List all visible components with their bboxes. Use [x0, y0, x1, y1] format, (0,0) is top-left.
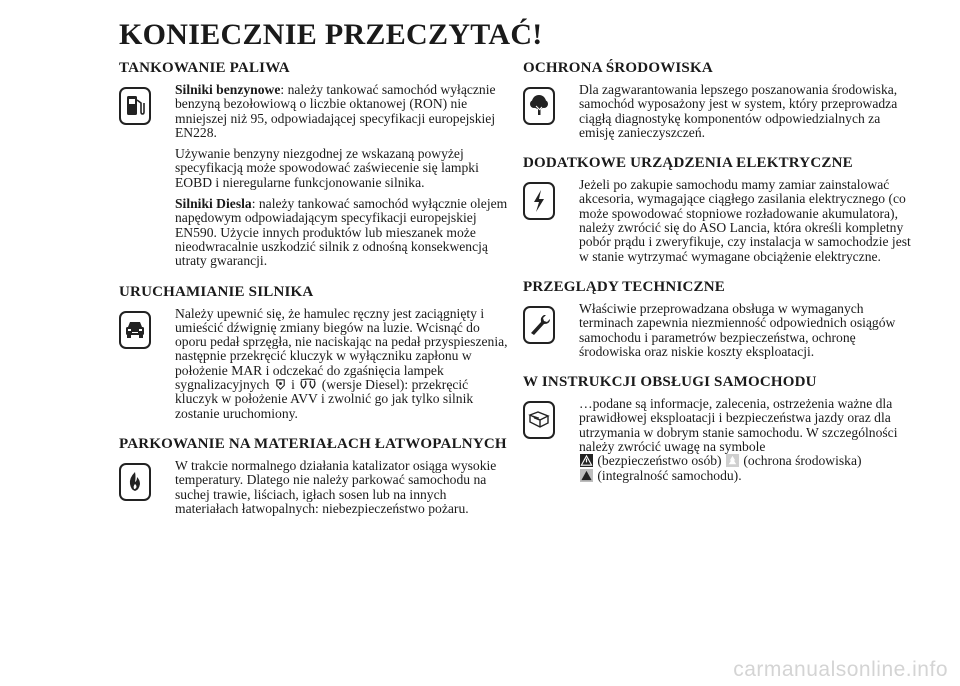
car-icon	[119, 311, 151, 349]
diesel-label: Silniki Diesla	[175, 196, 252, 212]
start-text-mid: i	[291, 377, 299, 393]
parking-text: W trakcie normalnego działania katalizator osiąga wysokie temperatury. Dlatego nie należy parkować samochodu na suchej trawie, liściach, igłach sosen lub na innych materiałach łatwopalnych: niebezpieczeństwo pożaru.	[175, 457, 497, 516]
section-maintenance	[523, 279, 913, 366]
glow-plug-icon	[299, 378, 317, 391]
diesel-text: : należy tankować samochód wyłącznie olejem napędowym odpowiadającym specyfikacji europejskiej EN590. Użycie innych produktów lub mieszanek może nieodwracalnie uszkodzić silnik z odnośną konsekwencją utraty gwarancji.	[175, 196, 508, 269]
section-start	[119, 284, 509, 428]
section-fuel	[119, 60, 509, 276]
environment-text: Dla zagwarantowania lepszego poszanowania środowiska, samochód wyposażony jest w system, który przeprowadza ciągłą diagnostykę komponentów odpowiedzialnych za emisję zanieczyszczeń.	[579, 82, 898, 140]
start-text-after: (wersje Diesel): przekręcić kluczyk w położenie AVV i zwolnić go jak tylko silnik zostanie uruchomiony.	[175, 377, 474, 421]
manual-text-before: …podane są informacje, zalecenia, ostrzeżenia ważne dla prawidłowej eksploatacji i bezpieczeństwa jazdy oraz dla utrzymania w dobrym stanie samochodu. W szczególności należy zwrócić uwagę na symbole	[579, 396, 898, 455]
lightning-icon	[523, 182, 555, 220]
section-environment	[523, 60, 913, 147]
start-text-before: Należy upewnić się, że hamulec ręczny jest zaciągnięty i umieścić dźwignię zmiany biegów na luzie. Wcisnąć do oporu pedał sprzęgła, nie naciskając na pedał przyspieszenia, następnie przekręcić kluczyk w wyłączniku zapłonu w położenie MAR i odczekać do zgaśnięcia lampek sygnalizacyjnych	[175, 305, 508, 393]
fuel-pump-icon	[119, 87, 151, 125]
page-title: KONIECZNIE PRZECZYTAĆ!	[119, 18, 543, 51]
section-parking	[119, 436, 509, 523]
section-heading: PRZEGLĄDY TECHNICZNE	[523, 278, 725, 295]
petrol-label: Silniki benzynowe	[175, 82, 281, 97]
section-manual	[523, 374, 913, 490]
section-heading: OCHRONA ŚRODOWISKA	[523, 60, 713, 76]
watermark: carmanualsonline.info	[733, 658, 948, 681]
right-column	[523, 60, 913, 498]
section-electrical	[523, 155, 913, 271]
electrical-text: Jeżeli po zakupie samochodu mamy zamiar zainstalować akcesoria, wymagające ciągłego zasilania elektrycznego (co może spowodować stopniowe rozładowanie akumulatora), należy zwrócić się do ASO Lancia, która określi kompletny pobór prądu i zweryfikuje, czy instalacja w samochodzie jest w stanie wytrzymać wymagane obciążenie elektryczne.	[579, 177, 911, 264]
symbol-environment-label: (ochrona środowiska)	[739, 453, 862, 469]
section-heading: W INSTRUKCJI OBSŁUGI SAMOCHODU	[523, 374, 817, 391]
environment-protection-icon	[726, 454, 739, 467]
vehicle-integrity-warning-icon	[580, 469, 593, 482]
book-icon	[523, 401, 555, 439]
person-safety-warning-icon	[580, 454, 593, 467]
section-heading: DODATKOWE URZĄDZENIA ELEKTRYCZNE	[523, 155, 853, 172]
tree-icon	[523, 87, 555, 125]
petrol-warning-text: Używanie benzyny niezgodnej ze wskazaną powyżej specyfikacją może spowodować zaświecenie się lampki EOBD i nieregularne funkcjonowanie silnika.	[175, 146, 479, 190]
symbol-persons-label: (bezpieczeństwo osób)	[594, 453, 725, 469]
symbol-vehicle-label: (integralność samochodu).	[594, 467, 742, 483]
wrench-icon	[523, 306, 555, 344]
section-heading: URUCHAMIANIE SILNIKA	[119, 283, 314, 300]
maintenance-text: Właściwie przeprowadzana obsługa w wymaganych terminach zapewnia niezmienność odpowiednich osiągów samochodu i parametrów bezpieczeństwa, ochronę środowiska oraz niskie koszty eksploatacji.	[579, 300, 896, 359]
section-heading: TANKOWANIE PALIWA	[119, 60, 290, 76]
left-column	[119, 60, 509, 531]
immobilizer-key-icon	[274, 378, 287, 391]
section-heading: PARKOWANIE NA MATERIAŁACH ŁATWOPALNYCH	[119, 435, 507, 452]
petrol-text: : należy tankować samochód wyłącznie benzyną bezołowiową o liczbie oktanowej (RON) nie mniejszej niż 95, odpowiadającej specyfikacji europejskiej EN228.	[175, 82, 496, 140]
flame-icon	[119, 463, 151, 501]
